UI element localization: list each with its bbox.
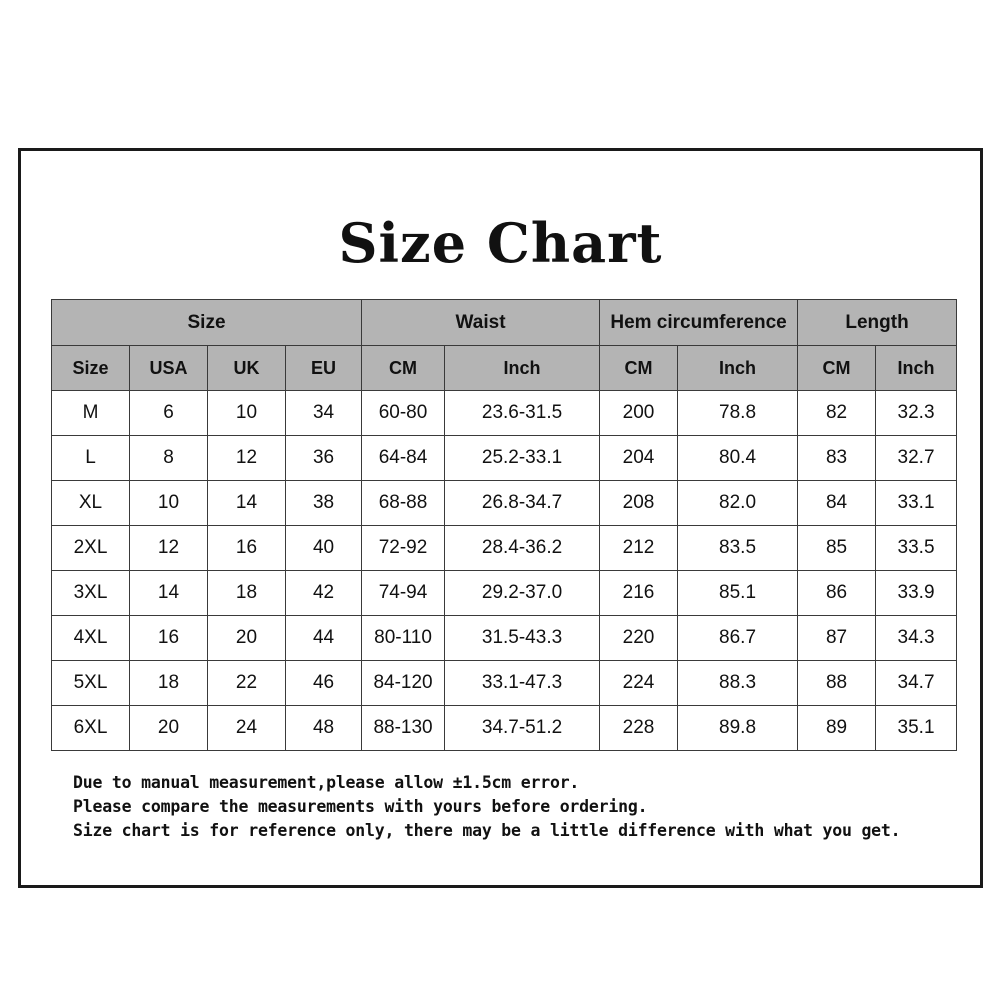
column-header-waist-cm: CM	[362, 346, 445, 391]
note-line-2: Please compare the measurements with yours before ordering.	[73, 796, 648, 816]
table-body	[52, 391, 957, 751]
size-table-container	[51, 299, 956, 751]
cell-hem-inch: 85.1	[678, 571, 798, 616]
cell-length-cm: 82	[798, 391, 876, 436]
cell-length-cm: 88	[798, 661, 876, 706]
cell-waist-inch: 29.2-37.0	[445, 571, 600, 616]
cell-usa: 12	[130, 526, 208, 571]
cell-uk: 24	[208, 706, 286, 751]
cell-waist-inch: 23.6-31.5	[445, 391, 600, 436]
cell-uk: 14	[208, 481, 286, 526]
cell-hem-inch: 78.8	[678, 391, 798, 436]
column-header-length-cm: CM	[798, 346, 876, 391]
cell-eu: 48	[286, 706, 362, 751]
column-header-hem-cm: CM	[600, 346, 678, 391]
note-line-1: Due to manual measurement,please allow ±1.5cm error.	[73, 773, 580, 792]
cell-waist-inch: 31.5-43.3	[445, 616, 600, 661]
cell-length-inch: 35.1	[876, 706, 957, 751]
cell-waist-cm: 64-84	[362, 436, 445, 481]
cell-uk: 20	[208, 616, 286, 661]
table-row	[52, 706, 957, 751]
cell-length-inch: 34.3	[876, 616, 957, 661]
table-row	[52, 481, 957, 526]
cell-length-inch: 33.5	[876, 526, 957, 571]
column-header-waist-inch: Inch	[445, 346, 600, 391]
cell-waist-cm: 84-120	[362, 661, 445, 706]
table-row	[52, 436, 957, 481]
cell-hem-cm: 228	[600, 706, 678, 751]
cell-length-cm: 87	[798, 616, 876, 661]
cell-eu: 40	[286, 526, 362, 571]
cell-size: L	[52, 436, 130, 481]
cell-usa: 8	[130, 436, 208, 481]
cell-waist-inch: 25.2-33.1	[445, 436, 600, 481]
cell-usa: 20	[130, 706, 208, 751]
column-header-eu: EU	[286, 346, 362, 391]
cell-size: M	[52, 391, 130, 436]
cell-hem-inch: 83.5	[678, 526, 798, 571]
cell-waist-cm: 72-92	[362, 526, 445, 571]
cell-hem-cm: 208	[600, 481, 678, 526]
cell-waist-cm: 60-80	[362, 391, 445, 436]
cell-length-cm: 84	[798, 481, 876, 526]
cell-size: 4XL	[52, 616, 130, 661]
cell-length-cm: 89	[798, 706, 876, 751]
column-header-length-inch: Inch	[876, 346, 957, 391]
cell-size: 5XL	[52, 661, 130, 706]
cell-uk: 10	[208, 391, 286, 436]
cell-usa: 18	[130, 661, 208, 706]
cell-eu: 34	[286, 391, 362, 436]
cell-hem-cm: 204	[600, 436, 678, 481]
cell-length-inch: 34.7	[876, 661, 957, 706]
column-header-uk: UK	[208, 346, 286, 391]
cell-waist-cm: 74-94	[362, 571, 445, 616]
table-row	[52, 661, 957, 706]
cell-waist-inch: 28.4-36.2	[445, 526, 600, 571]
table-row	[52, 571, 957, 616]
cell-hem-inch: 80.4	[678, 436, 798, 481]
cell-hem-inch: 82.0	[678, 481, 798, 526]
cell-uk: 22	[208, 661, 286, 706]
cell-size: 3XL	[52, 571, 130, 616]
cell-waist-inch: 26.8-34.7	[445, 481, 600, 526]
table-row	[52, 391, 957, 436]
table-header	[52, 300, 957, 391]
cell-waist-inch: 34.7-51.2	[445, 706, 600, 751]
column-header-size: Size	[52, 346, 130, 391]
notes-block	[73, 771, 973, 843]
group-header-length: Length	[798, 300, 957, 346]
cell-length-inch: 32.7	[876, 436, 957, 481]
cell-hem-cm: 216	[600, 571, 678, 616]
cell-size: XL	[52, 481, 130, 526]
cell-size: 6XL	[52, 706, 130, 751]
cell-hem-cm: 212	[600, 526, 678, 571]
column-header-usa: USA	[130, 346, 208, 391]
cell-waist-cm: 88-130	[362, 706, 445, 751]
table-column-header-row	[52, 346, 957, 391]
cell-hem-inch: 86.7	[678, 616, 798, 661]
column-header-hem-inch: Inch	[678, 346, 798, 391]
group-header-waist: Waist	[362, 300, 600, 346]
cell-uk: 16	[208, 526, 286, 571]
cell-usa: 6	[130, 391, 208, 436]
table-row	[52, 616, 957, 661]
cell-uk: 18	[208, 571, 286, 616]
cell-hem-cm: 224	[600, 661, 678, 706]
cell-eu: 44	[286, 616, 362, 661]
cell-length-cm: 83	[798, 436, 876, 481]
group-header-hem-circumference: Hem circumference	[600, 300, 798, 346]
cell-hem-inch: 88.3	[678, 661, 798, 706]
cell-eu: 46	[286, 661, 362, 706]
group-header-size: Size	[52, 300, 362, 346]
cell-waist-cm: 68-88	[362, 481, 445, 526]
page-title: Size Chart	[338, 211, 663, 275]
cell-usa: 10	[130, 481, 208, 526]
cell-hem-cm: 200	[600, 391, 678, 436]
chart-frame	[18, 148, 983, 888]
cell-usa: 16	[130, 616, 208, 661]
cell-waist-cm: 80-110	[362, 616, 445, 661]
cell-waist-inch: 33.1-47.3	[445, 661, 600, 706]
cell-length-inch: 33.9	[876, 571, 957, 616]
cell-length-cm: 86	[798, 571, 876, 616]
cell-length-inch: 32.3	[876, 391, 957, 436]
cell-length-inch: 33.1	[876, 481, 957, 526]
cell-uk: 12	[208, 436, 286, 481]
cell-length-cm: 85	[798, 526, 876, 571]
cell-eu: 42	[286, 571, 362, 616]
cell-hem-inch: 89.8	[678, 706, 798, 751]
table-row	[52, 526, 957, 571]
note-line-3: Size chart is for reference only, there may be a little difference with what you get.	[73, 820, 901, 840]
cell-usa: 14	[130, 571, 208, 616]
cell-size: 2XL	[52, 526, 130, 571]
cell-eu: 36	[286, 436, 362, 481]
cell-eu: 38	[286, 481, 362, 526]
table-group-header-row	[52, 300, 957, 346]
size-table	[51, 299, 957, 751]
cell-hem-cm: 220	[600, 616, 678, 661]
